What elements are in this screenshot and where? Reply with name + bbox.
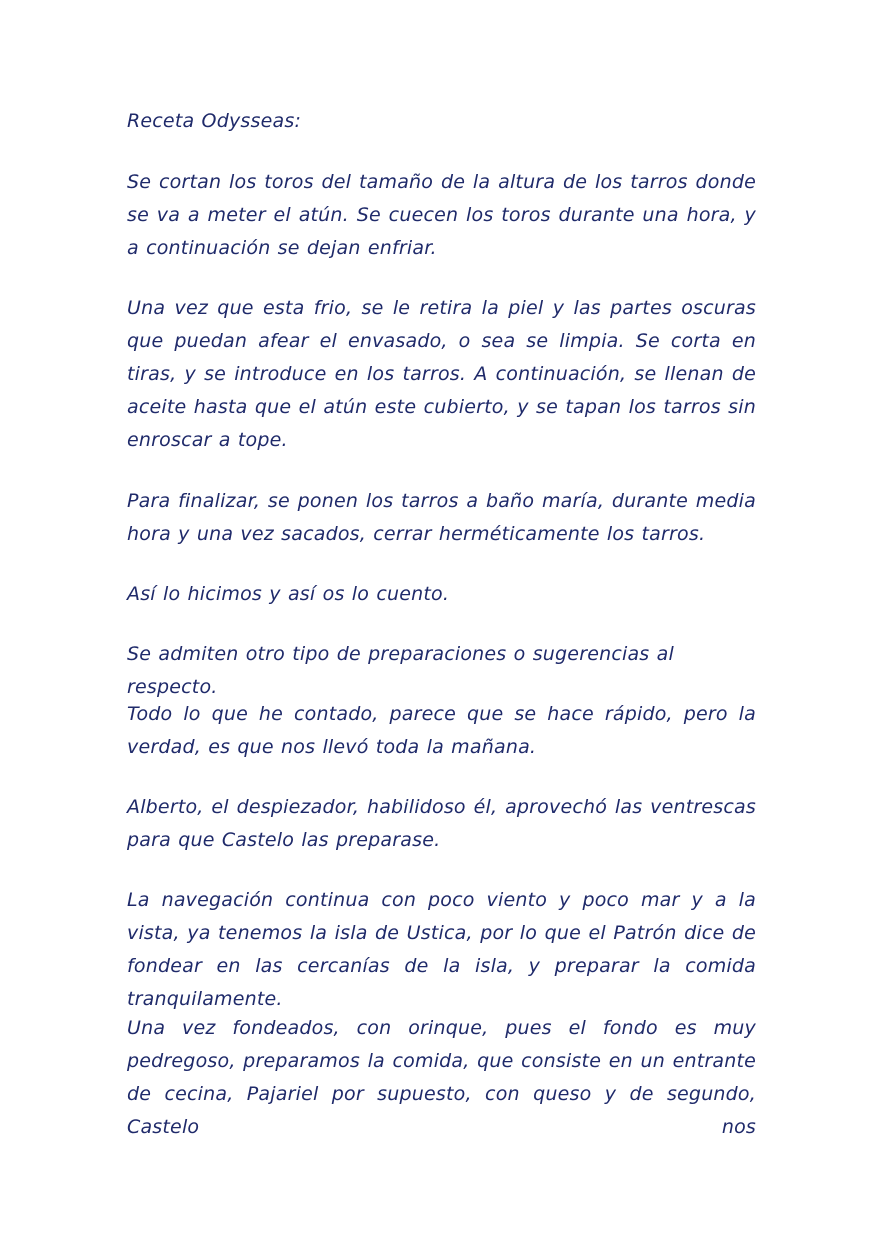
paragraph-alberto-ventrescas: Alberto, el despiezador, habilidoso él, aprovechó las ventrescas para que Castelo las preparase. [127, 796, 756, 851]
paragraph-suggestions: Se admiten otro tipo de preparaciones o sugerencias al respecto. [127, 643, 674, 698]
paragraph-bain-marie: Para finalizar, se ponen los tarros a baño maría, durante media hora y una vez sacados, cerrar herméticamente los tarros. [127, 490, 756, 545]
paragraph-anchoring-meal: Una vez fondeados, con orinque, pues el fondo es muy pedregoso, preparamos la comida, que consiste en un entrante de cecina, Pajariel por supuesto, con queso y de segundo, Castelo nos [127, 1017, 756, 1138]
paragraph-how-we-did-it: Así lo hicimos y así os lo cuento. [127, 583, 450, 605]
paragraph-whole-morning: Todo lo que he contado, parece que se hace rápido, pero la verdad, es que nos llevó toda la mañana. [127, 703, 756, 758]
paragraph-navigation-ustica: La navegación continua con poco viento y poco mar y a la vista, ya tenemos la isla de Ustica, por lo que el Patrón dice de fondear en las cercanías de la isla, y preparar la comida tranquilamente. [127, 889, 756, 1010]
recipe-title: Receta Odysseas: [127, 110, 302, 132]
paragraph-cleaning-and-filling: Una vez que esta frio, se le retira la piel y las partes oscuras que puedan afear el envasado, o sea se limpia. Se corta en tiras, y se introduce en los tarros. A continuación, se llenan de aceite hasta que el atún este cubierto, y se tapan los tarros sin enroscar a tope. [127, 297, 756, 451]
paragraph-cutting-and-cooking: Se cortan los toros del tamaño de la altura de los tarros donde se va a meter el atún. Se cuecen los toros durante una hora, y a continuación se dejan enfriar. [127, 171, 756, 259]
